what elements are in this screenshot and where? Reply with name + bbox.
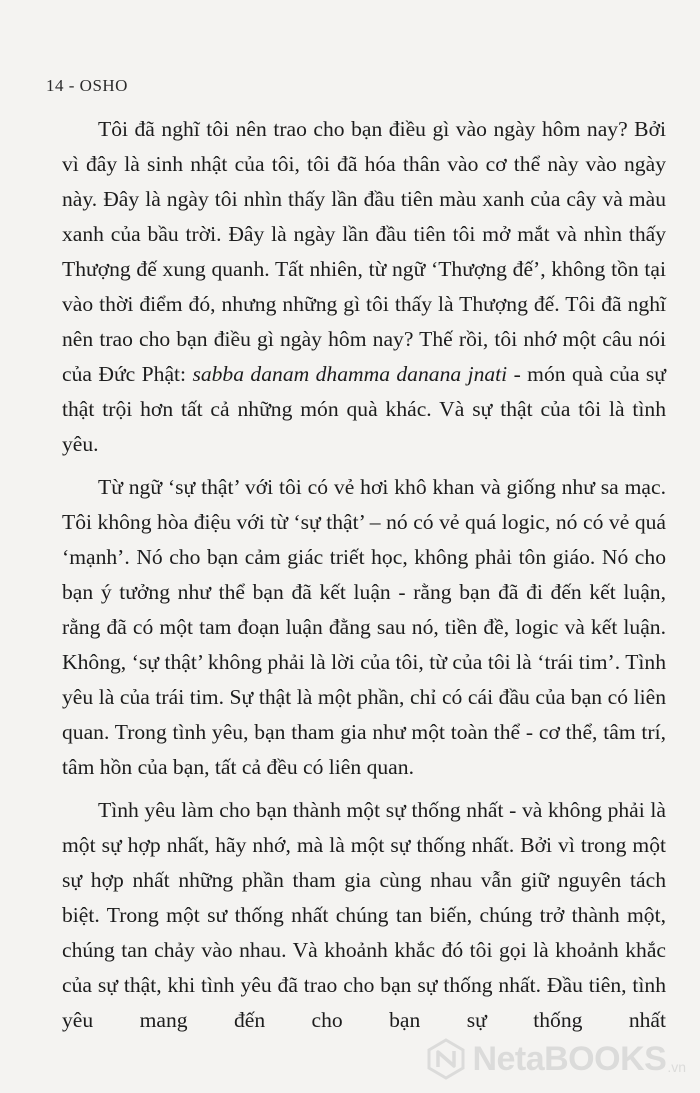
watermark-suffix: .vn <box>667 1059 686 1075</box>
header-separator: - <box>64 76 80 95</box>
paragraph-3: Tình yêu làm cho bạn thành một sự thống nhất - và không phải là một sự hợp nhất, hãy nhớ, mà là một sự thống nhất. Bởi vì trong một sự hợp nhất những phần tham gia cùng nhau vẫn giữ nguyên tách biệt. Trong một sư thống nhất chúng tan biến, chúng trở thành một, chúng tan chảy vào nhau. Và khoảnh khắc đó tôi gọi là khoảnh khắc của sự thật, khi tình yêu đã trao cho bạn sự thống nhất. Đầu tiên, tình yêu mang đến cho bạn sự thống nhất <box>62 798 666 1032</box>
running-header <box>46 76 128 96</box>
watermark-brand: NetaBOOKS <box>472 1039 667 1078</box>
paragraph-1-text: Tôi đã nghĩ tôi nên trao cho bạn điều gì vào ngày hôm nay? Bởi vì đây là sinh nhật của tôi, tôi đã hóa thân vào cơ thể này vào ngày này. Đây là ngày tôi nhìn thấy lần đầu tiên màu xanh của cây và màu xanh của bầu trời. Đây là ngày lần đầu tiên tôi mở mắt và nhìn thấy Thượng đế xung quanh. Tất nhiên, từ ngữ ‘Thượng đế’, không tồn tại vào thời điểm đó, nhưng những gì tôi thấy là Thượng đế. Tôi đã nghĩ nên trao cho bạn điều gì ngày hôm nay? Thế rồi, tôi nhớ một câu nói của Đức Phật: <box>62 117 666 386</box>
paragraph-2: Từ ngữ ‘sự thật’ với tôi có vẻ hơi khô khan và giống như sa mạc. Tôi không hòa điệu với từ ‘sự thật’ – nó có vẻ quá logic, nó có vẻ quá ‘mạnh’. Nó cho bạn cảm giác triết học, không phải tôn giáo. Nó cho bạn ý tưởng như thể bạn đã kết luận - rằng bạn đã đi đến kết luận, rằng đã có một tam đoạn luận đằng sau nó, tiền đề, logic và kết luận. Không, ‘sự thật’ không phải là lời của tôi, từ của tôi là ‘trái tim’. Tình yêu là của trái tim. Sự thật là một phần, chỉ có cái đầu của bạn có liên quan. Trong tình yêu, bạn tham gia như một toàn thể - cơ thể, tâm trí, tâm hồn của bạn, tất cả đều có liên quan. <box>62 475 666 779</box>
paragraph-1-text-end: - món quà của sự thật trội hơn tất cả những món quà khác. Và sự thật của tôi là tình yêu. <box>62 362 667 456</box>
netabooks-logo-icon <box>424 1037 468 1081</box>
pali-quote: sabba danam dhamma danana jnati <box>192 362 508 386</box>
page-number: 14 <box>46 76 64 95</box>
author-name: OSHO <box>79 76 128 95</box>
body-text <box>62 112 666 1038</box>
watermark <box>424 1037 686 1081</box>
paragraph-1 <box>62 112 666 462</box>
